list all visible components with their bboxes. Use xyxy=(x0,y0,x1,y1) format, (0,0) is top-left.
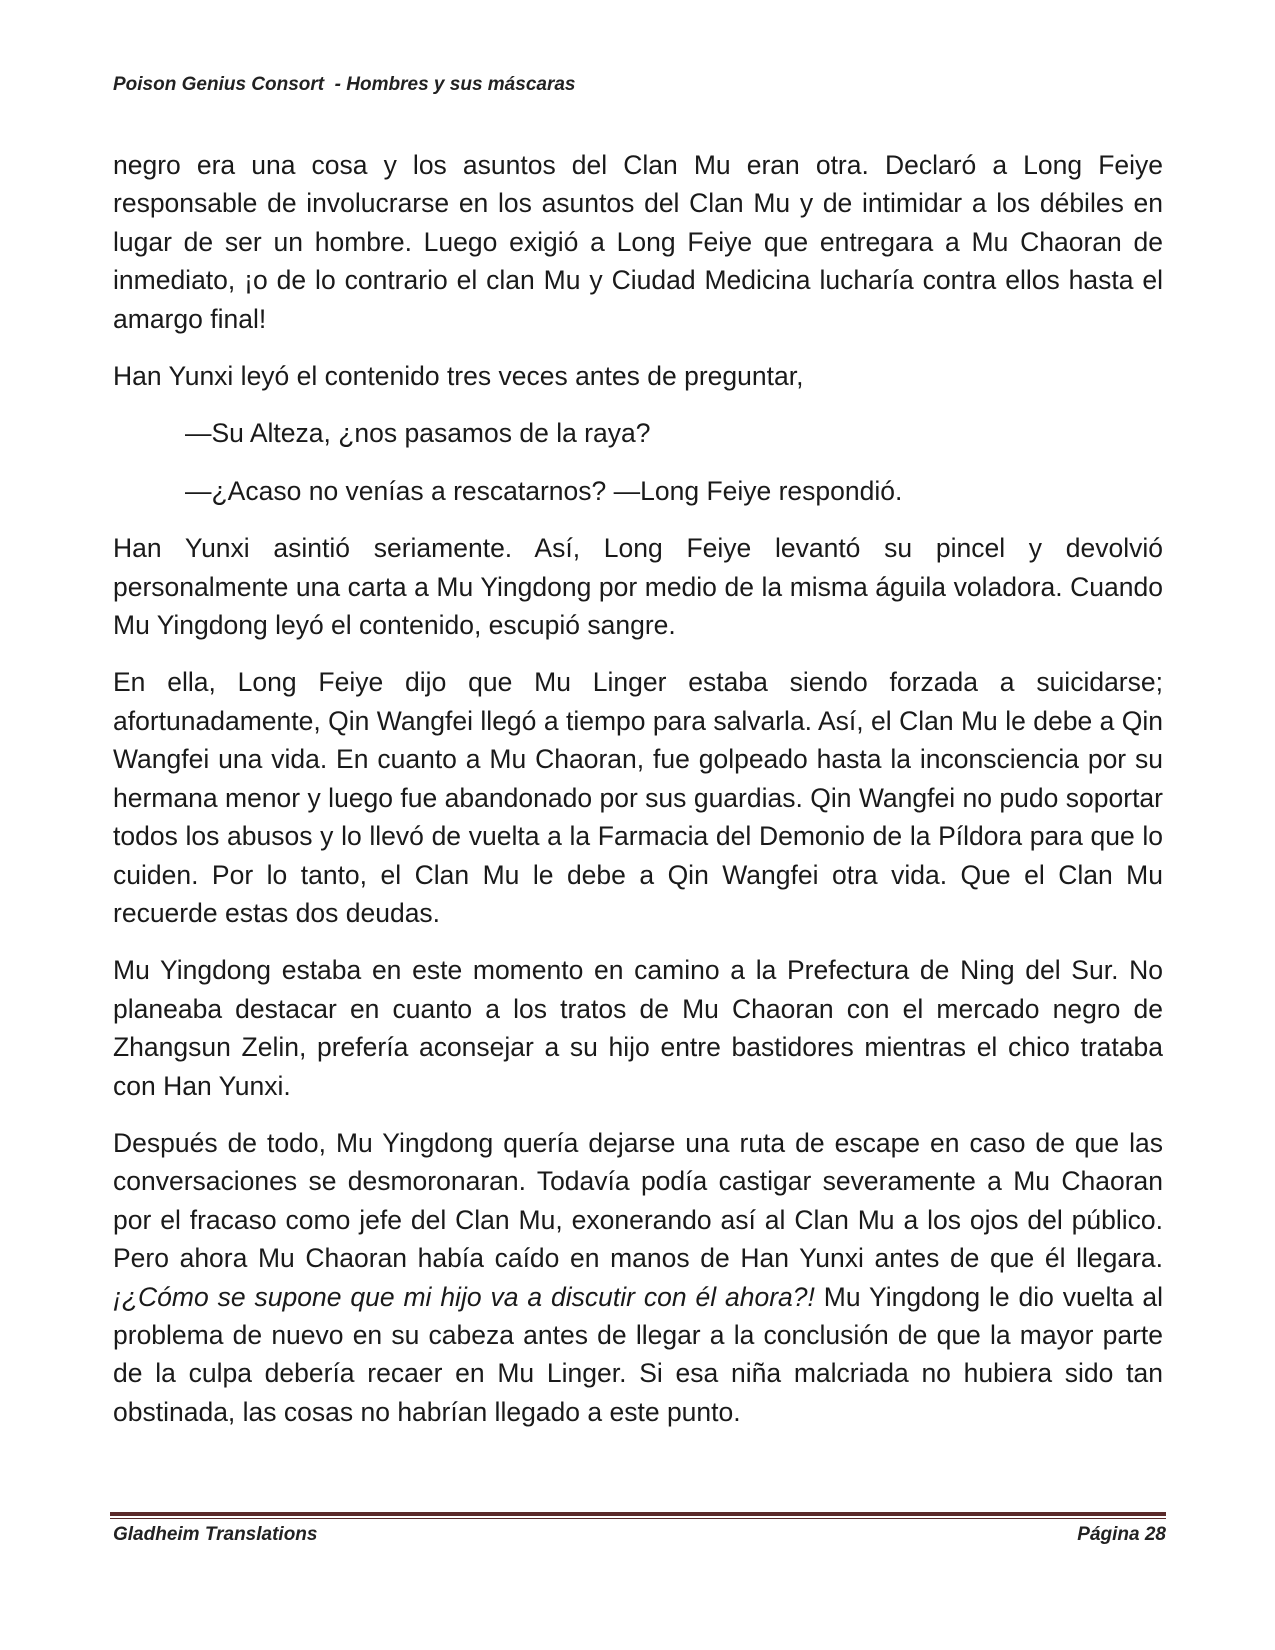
dialogue-line-2: —¿Acaso no venías a rescatarnos? —Long Feiye respondió. xyxy=(185,475,903,506)
footer-divider-thin-line xyxy=(110,1518,1166,1519)
paragraph-5: Mu Yingdong estaba en este momento en camino a la Prefectura de Ning del Sur. No planeaba destacar en cuanto a los tratos de Mu Chaoran con el mercado negro de Zhangsun Zelin, prefería aconsejar a su hijo entre bastidores mientras el chico trataba con Han Yunxi. xyxy=(113,955,1163,1101)
footer-page-number: Página 28 xyxy=(1077,1524,1166,1545)
paragraph-4: En ella, Long Feiye dijo que Mu Linger estaba siendo forzada a suicidarse; afortunadamente, Qin Wangfei llegó a tiempo para salvarla. Así, el Clan Mu le debe a Qin Wangfei una vida. En cuanto a Mu Chaoran, fue golpeado hasta la inconsciencia por su hermana menor y luego fue abandonado por sus guardias. Qin Wangfei no pudo soportar todos los abusos y lo llevó de vuelta a la Farmacia del Demonio de la Píldora para que lo cuiden. Por lo tanto, el Clan Mu le debe a Qin Wangfei otra vida. Que el Clan Mu recuerde estas dos deudas. xyxy=(113,667,1163,928)
paragraph-2: Han Yunxi leyó el contenido tres veces antes de preguntar, xyxy=(113,361,804,392)
paragraph-6-text-start: Después de todo, Mu Yingdong quería dejarse una ruta de escape en caso de que las conversaciones se desmoronaran. Todavía podía castigar severamente a Mu Chaoran por el fracaso como jefe del Clan Mu, exonerando así al Clan Mu a los ojos del público. Pero ahora Mu Chaoran había caído en manos de Han Yunxi antes de que él llegara. xyxy=(113,1127,1163,1274)
paragraph-6 xyxy=(113,1124,1163,1431)
paragraph-6-text-end: Mu Yingdong le dio vuelta al problema de nuevo en su cabeza antes de llegar a la conclusión de que la mayor parte de la culpa debería recaer en Mu Linger. Si esa niña malcriada no hubiera sido tan obstinada, las cosas no habrían llegado a este punto. xyxy=(113,1281,1163,1427)
paragraph-1: negro era una cosa y los asuntos del Clan Mu eran otra. Declaró a Long Feiye responsable de involucrarse en los asuntos del Clan Mu y de intimidar a los débiles en lugar de ser un hombre. Luego exigió a Long Feiye que entregara a Mu Chaoran de inmediato, ¡o de lo contrario el clan Mu y Ciudad Medicina lucharía contra ellos hasta el amargo final! xyxy=(113,150,1163,334)
footer-divider xyxy=(110,1512,1166,1519)
running-header: Poison Genius Consort - Hombres y sus máscaras xyxy=(113,74,576,95)
page-body xyxy=(113,146,1163,1450)
paragraph-3: Han Yunxi asintió seriamente. Así, Long Feiye levantó su pincel y devolvió personalmente una carta a Mu Yingdong por medio de la misma águila voladora. Cuando Mu Yingdong leyó el contenido, escupió sangre. xyxy=(113,533,1163,641)
paragraph-6-italic-thought: ¡¿Cómo se supone que mi hijo va a discutir con él ahora?! xyxy=(113,1281,815,1312)
footer-publisher: Gladheim Translations xyxy=(113,1524,318,1545)
dialogue-line-1: —Su Alteza, ¿nos pasamos de la raya? xyxy=(185,418,651,449)
